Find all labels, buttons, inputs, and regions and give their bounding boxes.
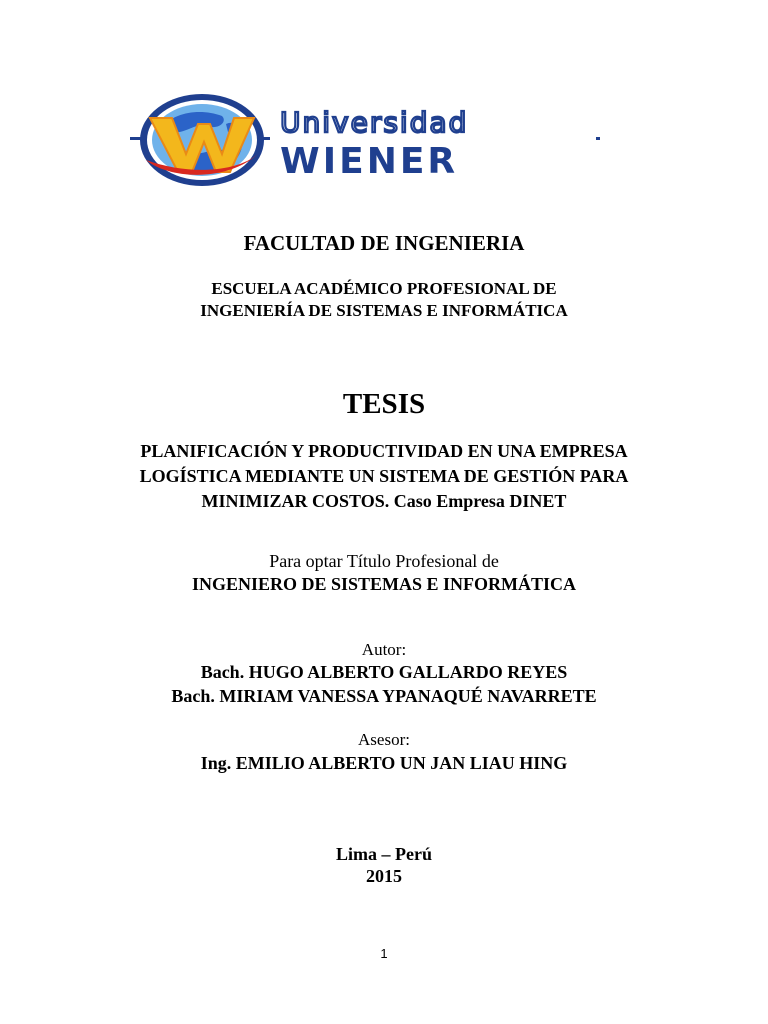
thesis-title-line-1: PLANIFICACIÓN Y PRODUCTIVIDAD EN UNA EMPRESA bbox=[140, 441, 628, 461]
degree-name: INGENIERO DE SISTEMAS E INFORMÁTICA bbox=[191, 574, 577, 594]
logo-text-universidad: Universidad bbox=[280, 106, 469, 139]
advisor-name: Ing. EMILIO ALBERTO UN JAN LIAU HING bbox=[200, 753, 568, 773]
degree-intro: Para optar Título Profesional de bbox=[269, 551, 499, 571]
logo-text-wiener: WIENER bbox=[280, 141, 459, 182]
city: Lima – Perú bbox=[336, 844, 432, 864]
document-type-label: TESIS bbox=[342, 388, 426, 420]
thesis-title-line-2: LOGÍSTICA MEDIANTE UN SISTEMA DE GESTIÓN PARA bbox=[139, 466, 629, 486]
page-number: 1 bbox=[380, 946, 388, 961]
year: 2015 bbox=[366, 866, 402, 886]
advisor-label: Asesor: bbox=[358, 730, 410, 749]
thesis-title-line-3: MINIMIZAR COSTOS. Caso Empresa DINET bbox=[201, 491, 567, 511]
author-2: Bach. MIRIAM VANESSA YPANAQUÉ NAVARRETE bbox=[171, 686, 597, 706]
faculty-name: FACULTAD DE INGENIERIA bbox=[243, 231, 525, 255]
author-1: Bach. HUGO ALBERTO GALLARDO REYES bbox=[200, 662, 568, 682]
school-name-line-2: INGENIERÍA DE SISTEMAS E INFORMÁTICA bbox=[200, 301, 568, 320]
university-logo bbox=[130, 90, 600, 190]
author-label: Autor: bbox=[361, 640, 407, 659]
school-name-line-1: ESCUELA ACADÉMICO PROFESIONAL DE bbox=[211, 279, 557, 298]
